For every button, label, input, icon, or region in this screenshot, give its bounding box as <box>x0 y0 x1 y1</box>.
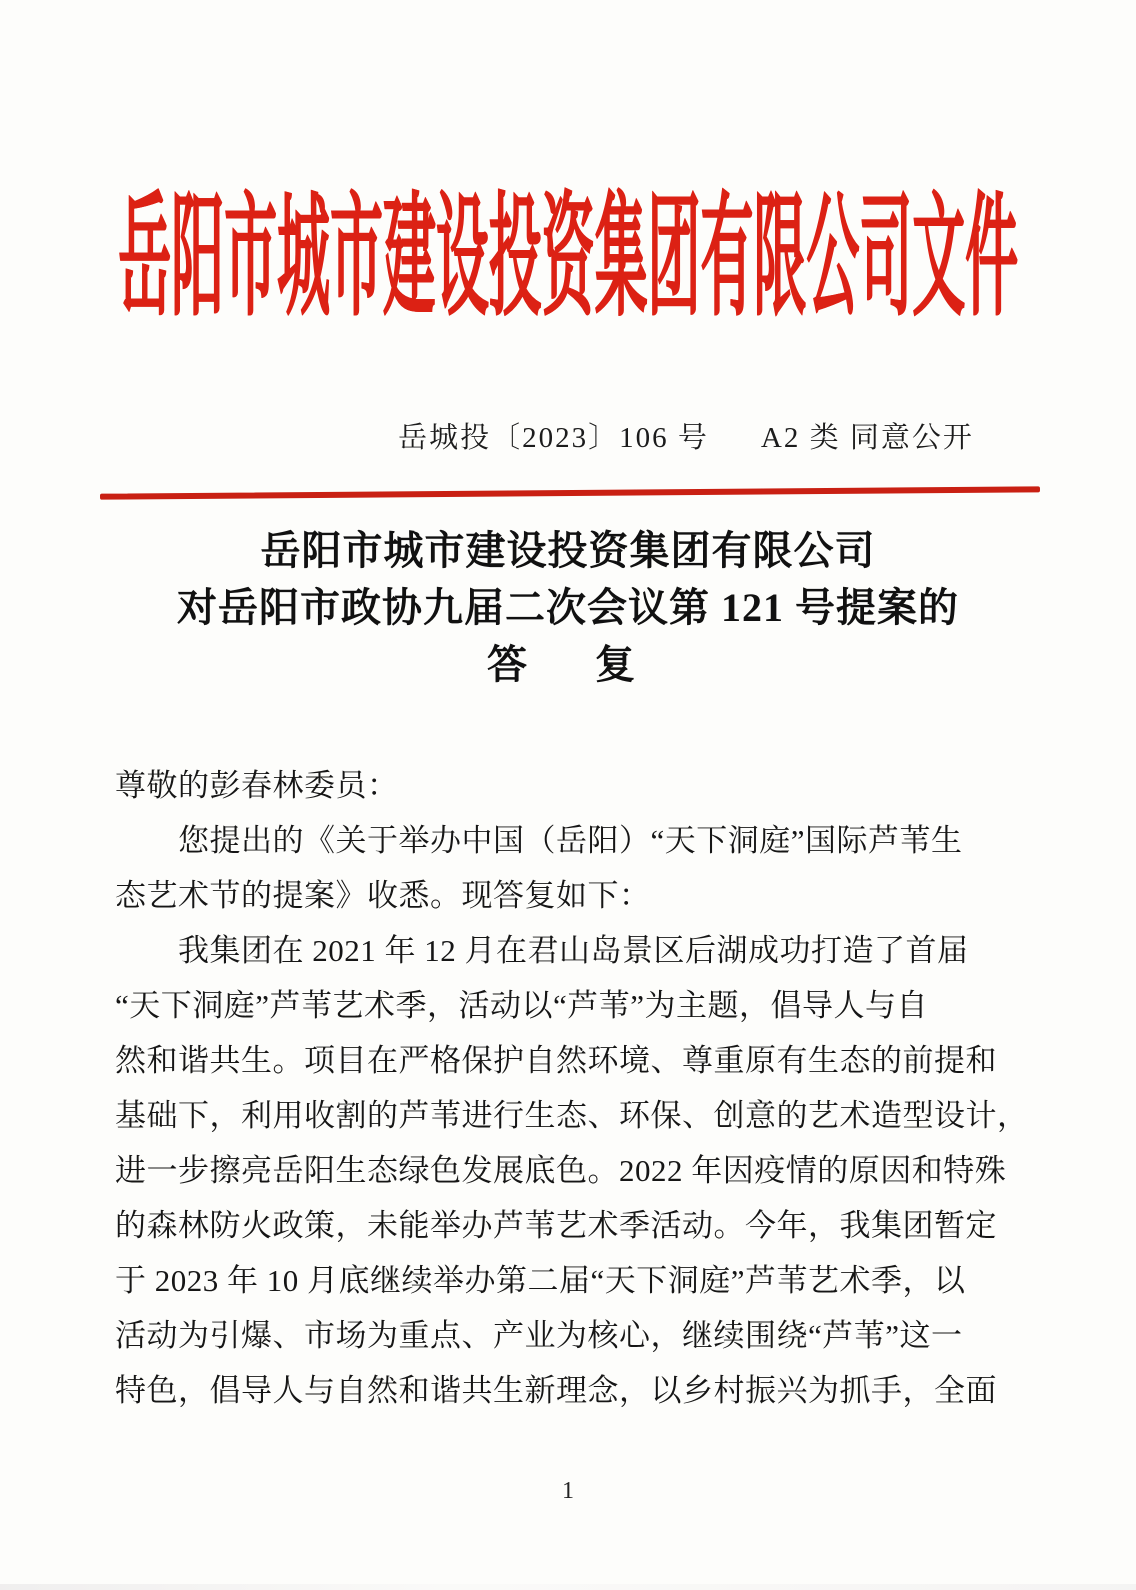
spacer <box>709 415 761 456</box>
document-number-row <box>118 415 1136 456</box>
body-line: 基础下，利用收割的芦苇进行生态、环保、创意的艺术造型设计， <box>115 1098 1029 1133</box>
body-line: 于 2023 年 10 月底继续举办第二届“天下洞庭”芦苇艺术季，以 <box>115 1263 966 1298</box>
body-line: 态艺术节的提案》收悉。现答复如下： <box>115 878 651 913</box>
body-line: 进一步擦亮岳阳生态绿色发展底色。2022 年因疫情的原因和特殊 <box>115 1153 1007 1188</box>
page-number: 1 <box>562 1478 574 1504</box>
title-line-3: 答 复 <box>487 642 649 687</box>
body-lines <box>115 813 1029 1418</box>
letter-body <box>115 758 1029 1418</box>
scan-artifact-edge <box>0 1584 1136 1590</box>
document-number: 岳城投〔2023〕106 号 <box>398 422 709 454</box>
letterhead-org-name: 岳阳市城市建设投资集团有限公司文件 <box>118 184 1018 332</box>
body-line: 您提出的《关于举办中国（岳阳）“天下洞庭”国际芦苇生 <box>115 823 963 858</box>
letterhead-banner <box>0 178 1136 338</box>
classification-label: A2 类 同意公开 <box>760 422 974 454</box>
title-line-2: 对岳阳市政协九届二次会议第 121 号提案的 <box>177 585 959 630</box>
body-line: 我集团在 2021 年 12 月在君山岛景区后湖成功打造了首届 <box>115 933 969 968</box>
body-line: “天下洞庭”芦苇艺术季，活动以“芦苇”为主题，倡导人与自 <box>115 988 929 1023</box>
red-divider-rule <box>100 486 1040 499</box>
salutation: 尊敬的彭春林委员： <box>115 768 399 803</box>
body-line: 特色，倡导人与自然和谐共生新理念，以乡村振兴为抓手，全面 <box>115 1373 997 1408</box>
title-line-1: 岳阳市城市建设投资集团有限公司 <box>260 528 876 573</box>
body-line: 活动为引爆、市场为重点、产业为核心，继续围绕“芦苇”这一 <box>115 1318 963 1353</box>
document-title <box>0 522 1136 693</box>
body-line: 然和谐共生。项目在严格保护自然环境、尊重原有生态的前提和 <box>115 1043 997 1078</box>
body-line: 的森林防火政策，未能举办芦苇艺术季活动。今年，我集团暂定 <box>115 1208 997 1243</box>
